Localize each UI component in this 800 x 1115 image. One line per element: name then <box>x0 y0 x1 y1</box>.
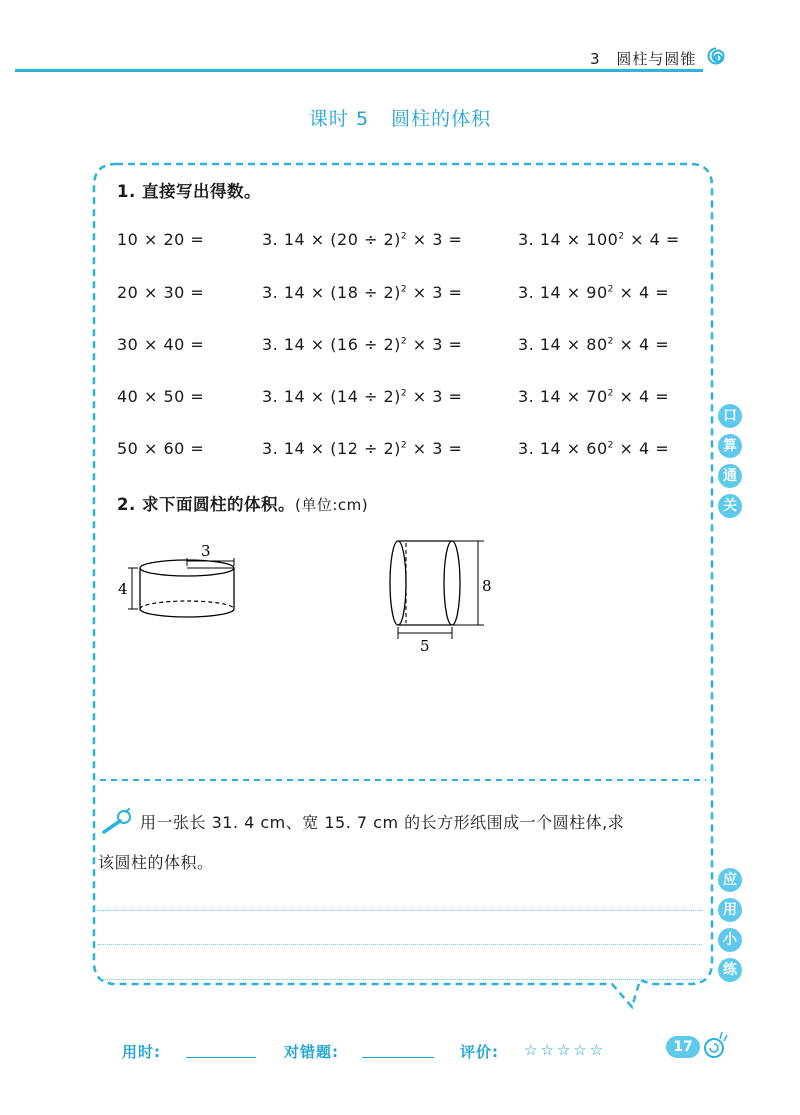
q2-title <box>117 491 368 515</box>
side-tab-tong: 通 <box>718 464 742 488</box>
rating-stars[interactable]: ☆☆☆☆☆ <box>524 1041 607 1059</box>
spiral-icon <box>704 46 728 70</box>
q1-col1-row4: 40 × 50 = <box>117 387 205 406</box>
side-tab-xiao: 小 <box>718 928 742 952</box>
side-tab-kou: 口 <box>718 404 742 428</box>
q1-col1-row2: 20 × 30 = <box>117 283 205 302</box>
cylinder-figure-2 <box>380 535 500 655</box>
q1-col3-row1: 3. $14 \times 100^2 \times 4$ = <box>518 230 680 249</box>
side-tab-guan: 关 <box>718 494 742 518</box>
chapter-header <box>590 48 696 69</box>
lesson-title <box>0 104 800 131</box>
page-number: 17 <box>666 1036 700 1058</box>
fig2-length-label: 5 <box>420 637 430 655</box>
answer-line-2 <box>98 944 702 945</box>
q2-unit: (单位:cm) <box>295 496 369 514</box>
time-label: 用时: <box>122 1043 161 1061</box>
q1-col1-row3: 30 × 40 = <box>117 335 205 354</box>
wrench-icon <box>98 808 134 836</box>
chapter-title: 圆柱与圆锥 <box>616 50 697 68</box>
q1-col2-row3: 3. $14 \times (16 \div 2)^2 \times 3$ = <box>262 335 463 354</box>
fig1-height-label: 4 <box>118 580 128 598</box>
q1-col2-row1: 3. $14 \times (20 \div 2)^2 \times 3$ = <box>262 230 463 249</box>
side-tab-ying: 应 <box>718 868 742 892</box>
lesson-name: 圆柱的体积 <box>391 108 492 130</box>
rating-label: 评价: <box>460 1043 499 1061</box>
cylinder-figure-1 <box>110 536 250 626</box>
q1-col2-row4: 3. $14 \times (14 \div 2)^2 \times 3$ = <box>262 387 463 406</box>
fig1-radius-label: 3 <box>201 542 211 560</box>
errors-label: 对错题: <box>284 1043 339 1061</box>
answer-line-1 <box>98 910 702 911</box>
q1-col3-row3: 3. $14 \times 80^2 \times 4$ = <box>518 335 670 354</box>
fig2-diameter-label: 8 <box>482 577 492 595</box>
q1-col2-row5: 3. $14 \times (12 \div 2)^2 \times 3$ = <box>262 439 463 458</box>
q2-title-text: 2. 求下面圆柱的体积。 <box>117 495 295 514</box>
answer-line-3 <box>98 979 702 980</box>
errors-blank[interactable] <box>362 1057 434 1058</box>
time-blank[interactable] <box>186 1057 256 1058</box>
q1-col3-row5: 3. $14 \times 60^2 \times 4$ = <box>518 439 670 458</box>
application-line-2: 该圆柱的体积。 <box>98 853 214 872</box>
snail-icon <box>700 1030 728 1060</box>
q1-col2-row2: 3. $14 \times (18 \div 2)^2 \times 3$ = <box>262 283 463 302</box>
lesson-label: 课时 5 <box>308 108 370 130</box>
chapter-number: 3 <box>590 50 601 68</box>
q1-col3-row4: 3. $14 \times 70^2 \times 4$ = <box>518 387 670 406</box>
application-line-1: 用一张长 31. 4 cm、宽 15. 7 cm 的长方形纸围成一个圆柱体,求 <box>140 813 625 832</box>
q1-title: 1. 直接写出得数。 <box>117 182 261 201</box>
side-tab-suan: 算 <box>718 434 742 458</box>
header-rule <box>15 69 703 72</box>
q1-col1-row5: 50 × 60 = <box>117 439 205 458</box>
side-tab-lian: 练 <box>718 958 742 982</box>
q1-col3-row2: 3. $14 \times 90^2 \times 4$ = <box>518 283 670 302</box>
q1-col1-row1: 10 × 20 = <box>117 230 205 249</box>
side-tab-yong: 用 <box>718 898 742 922</box>
